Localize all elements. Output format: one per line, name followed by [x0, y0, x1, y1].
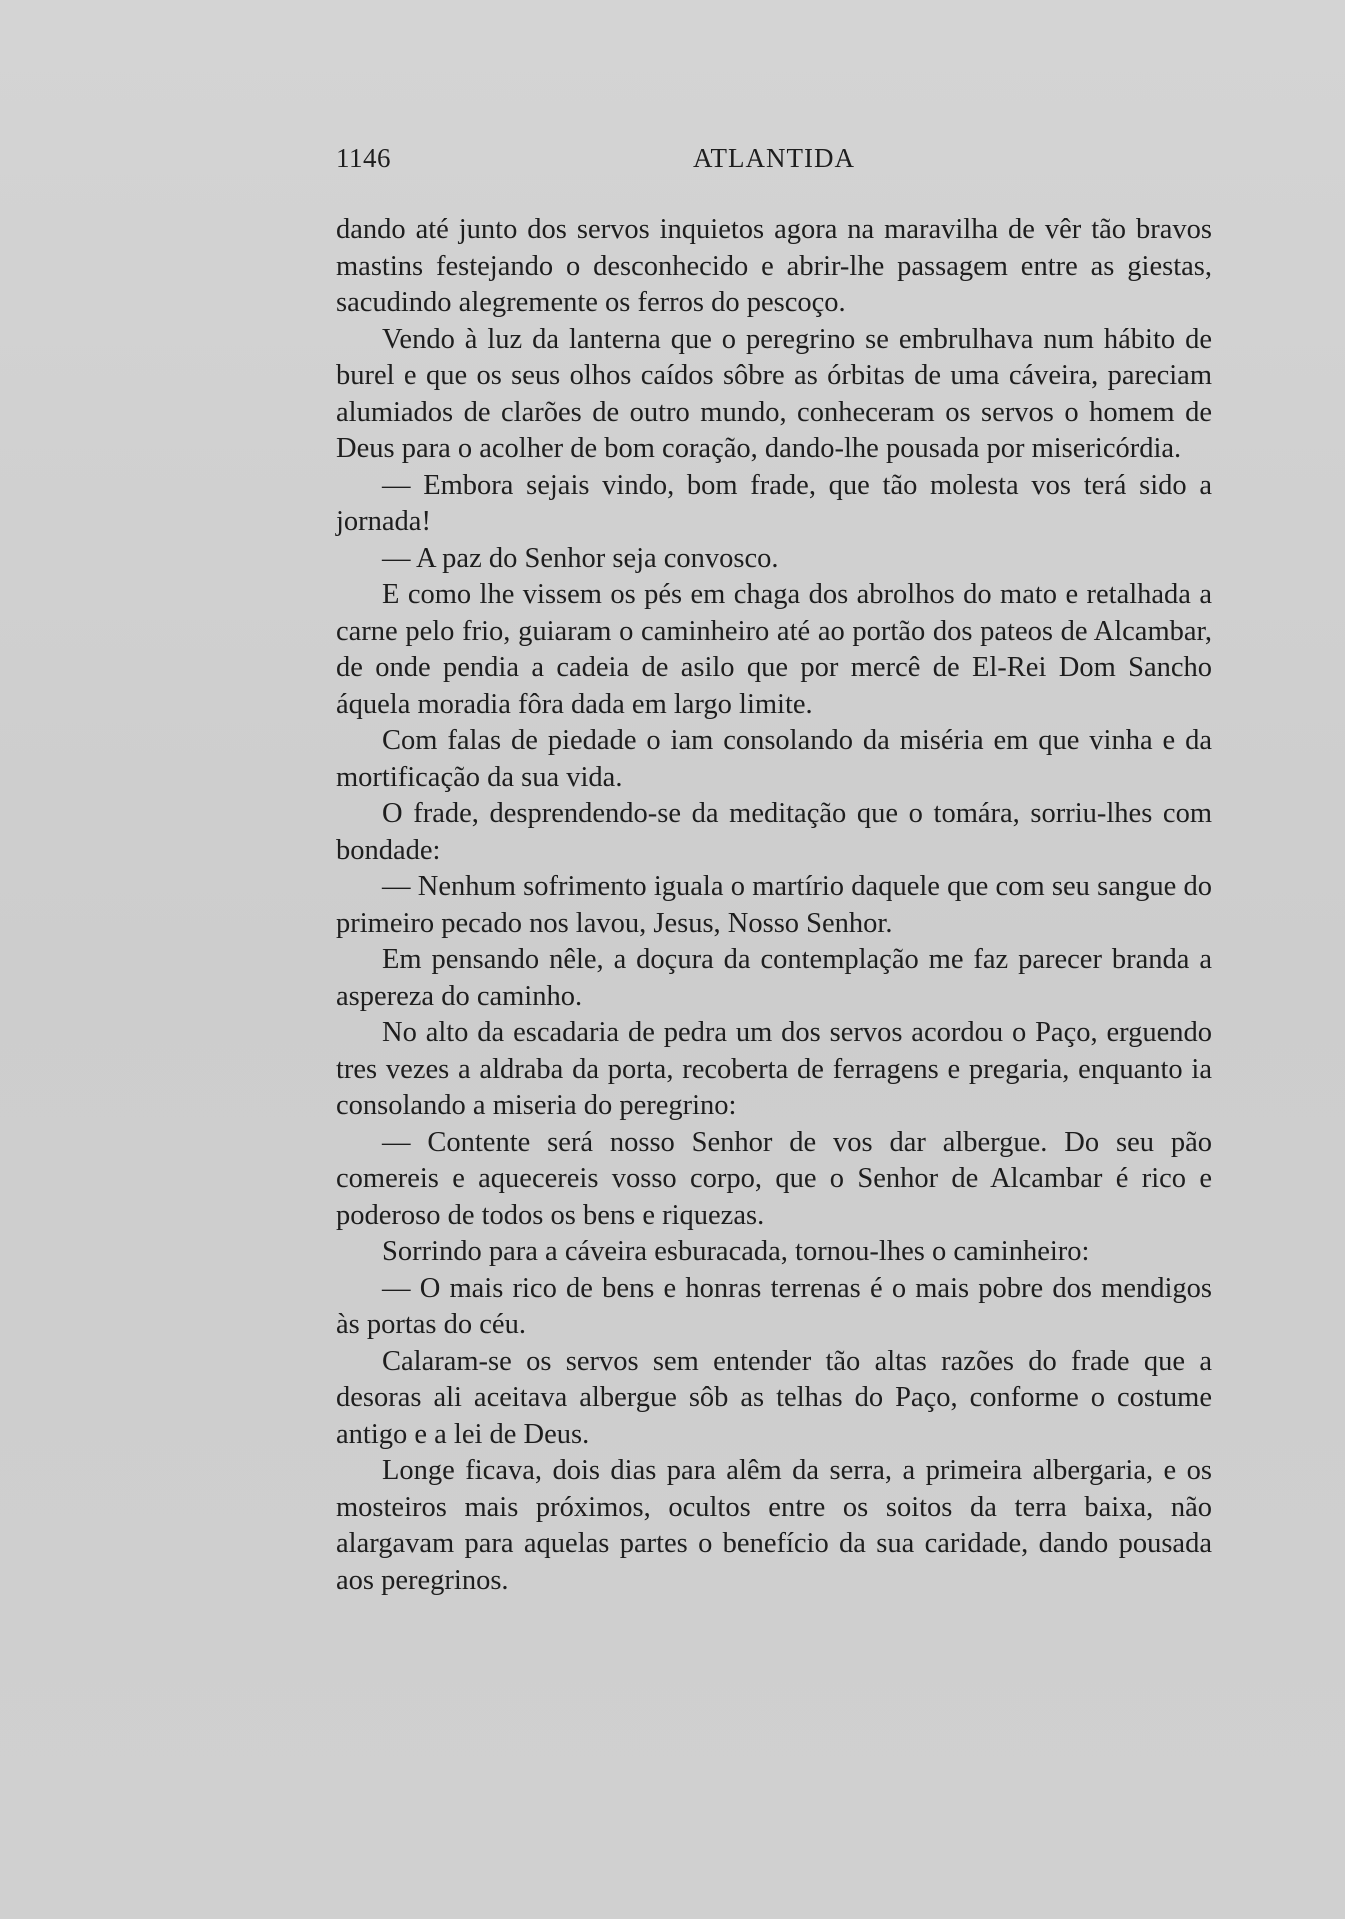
paragraph: Com falas de piedade o iam consolando da miséria em que vinha e da mortificação da sua vida.: [336, 725, 1212, 793]
page-header: [336, 143, 1212, 183]
page-number: 1146: [336, 143, 391, 173]
paragraph: Calaram-se os servos sem entender tão altas razões do frade que a desoras ali aceitava albergue sôb as telhas do Paço, conforme o costume antigo e a lei de Deus.: [336, 1345, 1212, 1450]
paragraph: — O mais rico de bens e honras terrenas é o mais pobre dos mendigos às portas do céu.: [336, 1272, 1212, 1340]
paragraph: Em pensando nêle, a doçura da contemplação me faz parecer branda a aspereza do caminho.: [336, 944, 1212, 1012]
paragraph: E como lhe vissem os pés em chaga dos abrolhos do mato e retalhada a carne pelo frio, guiaram o caminheiro até ao portão dos pateos de Alcambar, de onde pendia a cadeia de asilo que por mercê de El-Rei Dom Sancho áquela moradia fôra dada em largo limite.: [336, 579, 1212, 720]
running-title: ATLANTIDA: [693, 143, 855, 173]
body-text: [336, 212, 1212, 1599]
paragraph: Longe ficava, dois dias para alêm da serra, a primeira albergaria, e os mosteiros mais próximos, ocultos entre os soitos da terra baixa, não alargavam para aquelas partes o benefício da sua caridade, dando pousada aos peregrinos.: [336, 1455, 1212, 1596]
paragraph: — Nenhum sofrimento iguala o martírio daquele que com seu sangue do primeiro pecado nos lavou, Jesus, Nosso Senhor.: [336, 871, 1212, 939]
paragraph: Sorrindo para a cáveira esburacada, tornou-lhes o caminheiro:: [382, 1236, 1090, 1267]
paragraph: dando até junto dos servos inquietos agora na maravilha de vêr tão bravos mastins festejando o desconhecido e abrir-lhe passagem entre as giestas, sacudindo alegremente os ferros do pescoço.: [336, 214, 1212, 318]
paragraph: No alto da escadaria de pedra um dos servos acordou o Paço, erguendo tres vezes a aldraba da porta, recoberta de ferragens e pregaria, enquanto ia consolando a miseria do peregrino:: [336, 1017, 1212, 1121]
paragraph: — Contente será nosso Senhor de vos dar albergue. Do seu pão comereis e aquecereis vosso corpo, que o Senhor de Alcambar é rico e poderoso de todos os bens e riquezas.: [336, 1126, 1212, 1231]
paragraph: — A paz do Senhor seja convosco.: [382, 542, 779, 574]
paragraph: — Embora sejais vindo, bom frade, que tão molesta vos terá sido a jornada!: [336, 469, 1212, 537]
paragraph: Vendo à luz da lanterna que o peregrino se embrulhava num hábito de burel e que os seus olhos caídos sôbre as órbitas de uma cáveira, pareciam alumiados de clarões de outro mundo, conheceram os servos o homem de Deus para o acolher de bom coração, dando-lhe pousada por misericórdia.: [336, 323, 1212, 464]
paragraph: O frade, desprendendo-se da meditação que o tomára, sorriu-lhes com bondade:: [336, 798, 1212, 866]
